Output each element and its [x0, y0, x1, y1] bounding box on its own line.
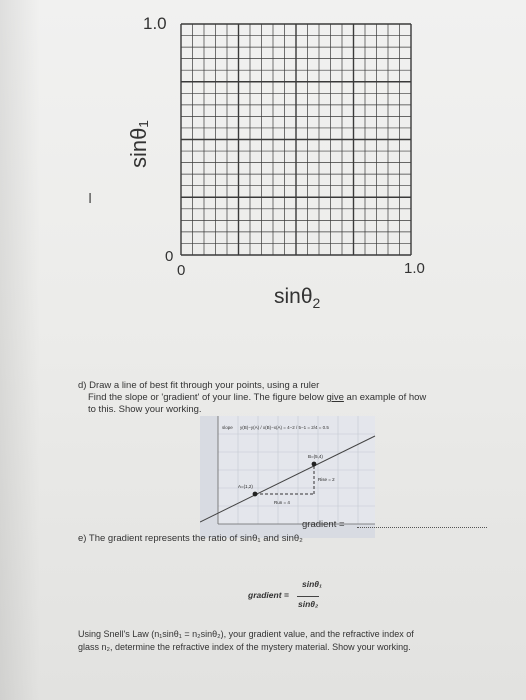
example-run-label: Run = 4 [274, 500, 290, 505]
question-d-line2-post: an example of how [343, 392, 427, 403]
fraction-denominator: sinθ₂ [298, 599, 319, 609]
gradient-answer-blank[interactable] [357, 527, 487, 528]
question-d-line1: d) Draw a line of best fit through your points, using a ruler [78, 380, 320, 391]
example-point-a [253, 492, 258, 497]
example-gradient-figure [200, 416, 380, 540]
example-formula: y(B)−y(A) / x(B)−x(A) = 4−2 / 5−1 = 2/4 = 0.5 [240, 425, 329, 430]
gradient-answer-label: gradient = [302, 519, 345, 530]
question-f-line2: glass n₂, determine the refractive index of the mystery material. Show your working. [78, 642, 411, 652]
fraction-bar [297, 596, 319, 597]
x-axis-title [274, 285, 320, 311]
x-axis-max-label: 1.0 [404, 260, 425, 277]
fraction-gradient-label: gradient = [248, 590, 289, 600]
example-slope-label: slope [222, 425, 233, 430]
question-d-line3: to this. Show your working. [88, 404, 202, 415]
text-cursor-icon: I [88, 190, 93, 207]
question-f-line1: Using Snell's Law (n₁sinθ₁ = n₂sinθ₂), your gradient value, and the refractive index of [78, 629, 414, 639]
example-point-b-label: B=(5,4) [308, 454, 323, 459]
question-d-underlined-word: give [326, 392, 344, 403]
question-d-line2-pre: Find the slope or 'gradient' of your line. The figure below [88, 392, 327, 403]
example-rise-label: Rise = 2 [318, 477, 335, 482]
x-axis-title-sub: 2 [312, 295, 321, 312]
fraction-numerator: sinθ₁ [302, 579, 323, 589]
question-d-line2 [88, 392, 508, 404]
y-axis-title: sinθ₁ [126, 120, 151, 168]
x-origin-label: 0 [177, 262, 186, 279]
y-axis-max-label: 1.0 [143, 14, 167, 33]
y-origin-label: 0 [165, 248, 174, 265]
example-point-b [312, 462, 317, 467]
example-point-a-label: A=(1,2) [238, 484, 253, 489]
question-e-text: e) The gradient represents the ratio of sinθ₁ and sinθ₂ [78, 533, 303, 544]
x-axis-title-base: sinθ [274, 285, 313, 308]
